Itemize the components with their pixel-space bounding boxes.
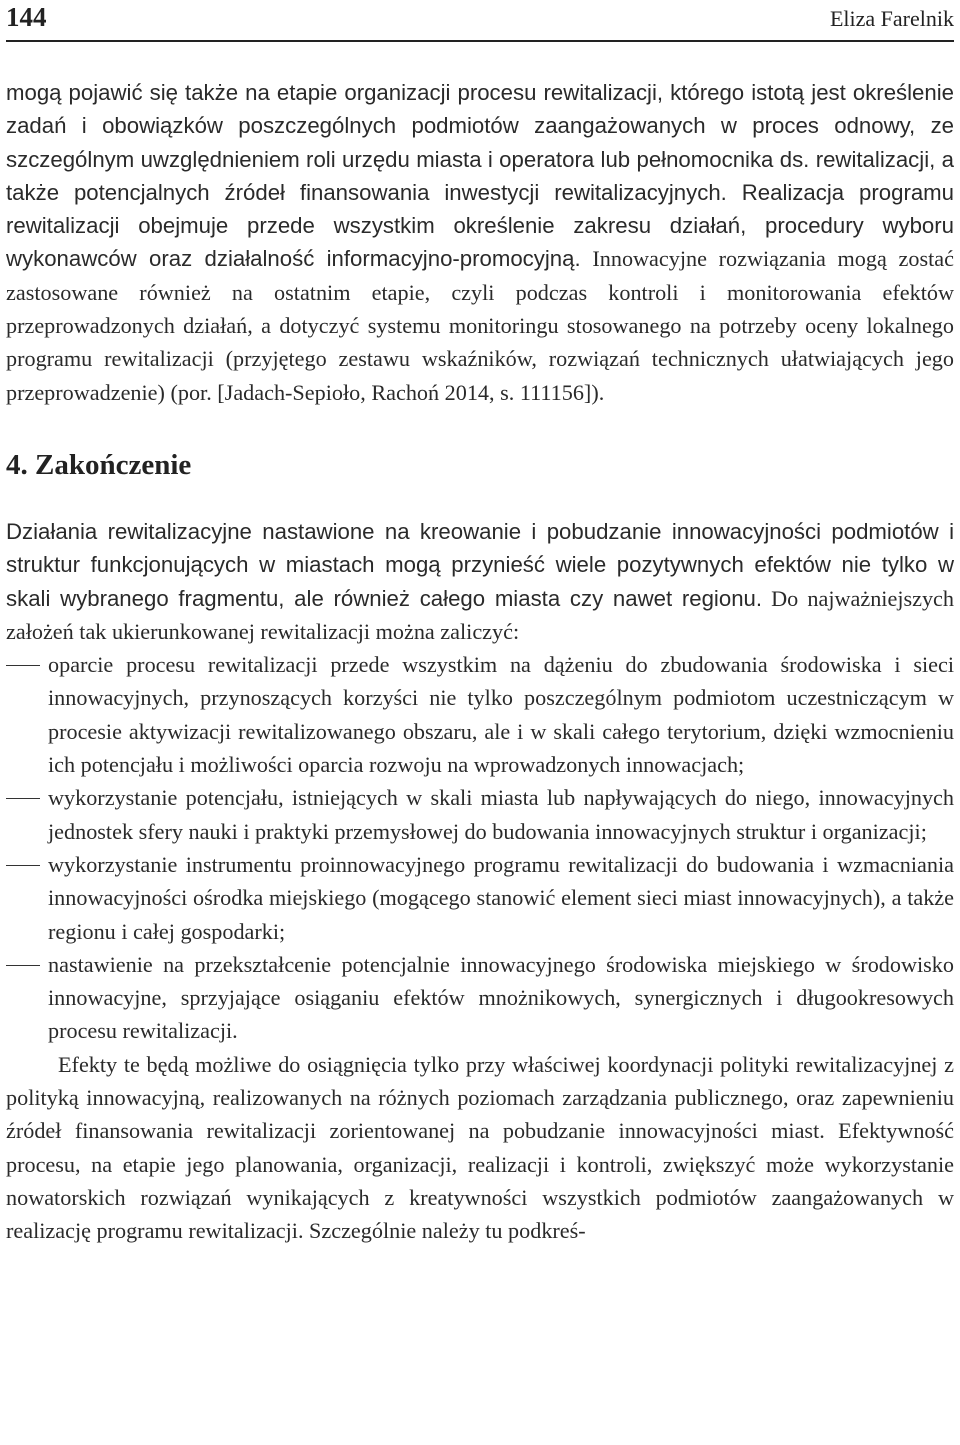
paragraph-1-sans-text: mogą pojawić się także na etapie organizacji procesu rewitalizacji, którego istotą jest określenie zadań i obowiązków poszczególnych podmiotów zaangażowanych w proces odnowy, ze szczególnym uwzględnieniem roli urzędu miasta i operatora lub pełnomocnika ds. rewitalizacji, a także potencjalnych źródeł finansowania inwestycji rewitalizacyjnych. Realizacja programu rewitalizacji obejmuje przede wszystkim określenie zakresu działań, procedury wyboru wykonawców oraz działalność informacyjno-promocyjną. [6,80,954,272]
bullet-text: wykorzystanie instrumentu proinnowacyjnego programu rewitalizacji do budowania i wzmacniania innowacyjności ośrodka miejskiego (mogącego stanowić element sieci miast innowacyjnych), a także regionu i całej gospodarki; [48,851,954,944]
page-number: 144 [6,2,47,32]
bullet-item [6,781,954,848]
paragraph-1-serif-text: Innowacyjne rozwiązania mogą zostać zastosowane również na ostatnim etapie, czyli podczas kontroli i monitorowania efektów przeprowadzonych działań, a dotyczyć systemu monitoringu stosowanego na potrzeby oceny lokalnego programu rewitalizacji (przyjętego zestawu wskaźników, rozwiązań technicznych ułatwiających jego przeprowadzenie) (por. [Jadach-Sepioło, Rachoń 2014, s. 111156]). [6,246,954,405]
paragraph-2-serif-text: Do najważniejszych założeń tak ukierunkowanej rewitalizacji można zaliczyć: [6,585,955,644]
bullet-item [6,648,954,781]
body-paragraph-3: Efekty te będą możliwe do osiągnięcia tylko przy właściwej koordynacji polityki rewitalizacyjnej z polityką innowacyjną, realizowanych na różnych poziomach zarządzania publicznego, oraz zapewnieniu źródeł finansowania rewitalizacji zorientowanej na pobudzanie innowacyjności miast. Efektywność procesu, na etapie jego planowania, organizacji, realizacji i kontroli, zwiększyć może wykorzystanie nowatorskich rozwiązań wynikających z kreatywności wszystkich podmiotów zaangażowanych w realizację programu rewitalizacji. Szczególnie należy tu podkreś- [6,1051,954,1244]
paragraph-2-sans-text: Działania rewitalizacyjne nastawione na kreowanie i pobudzanie innowacyjności podmiotów i struktur funkcjonujących w miastach mogą przynieść wiele pozytywnych efektów nie tylko w skali wybranego fragmentu, ale również całego miasta czy nawet regionu. [6,518,954,611]
bullet-item [6,948,954,1048]
header-rule [6,40,954,42]
section-heading: 4. Zakończenie [6,448,192,481]
bullet-text: oparcie procesu rewitalizacji przede wszystkim na dążeniu do zbudowania środowiska i sieci innowacyjnych, przynoszących korzyści nie tylko poszczególnym podmiotom uczestniczącym w procesie aktywizacji rewitalizowanego obszaru, ale i w skali całego terytorium, dzięki wzmocnieniu ich potencjału i możliwości oparcia rozwoju na wprowadzonych innowacjach; [48,652,954,778]
running-header [6,0,954,40]
body-paragraph-1 [6,76,954,409]
running-header-author: Eliza Farelnik [829,6,954,31]
bullet-text: nastawienie na przekształcenie potencjalnie innowacyjnego środowiska miejskiego w środowisko innowacyjne, sprzyjające osiąganiu efektów mnożnikowych, synergicznych i długookresowych procesu rewitalizacji. [48,951,954,1044]
body-paragraph-2 [6,515,954,648]
bullet-list [6,648,954,1048]
bullet-item [6,848,954,948]
bullet-text: wykorzystanie potencjału, istniejących w skali miasta lub napływających do niego, innowacyjnych jednostek sfery nauki i praktyki przemysłowej do budowania innowacyjnych struktur i organizacji; [48,785,954,844]
